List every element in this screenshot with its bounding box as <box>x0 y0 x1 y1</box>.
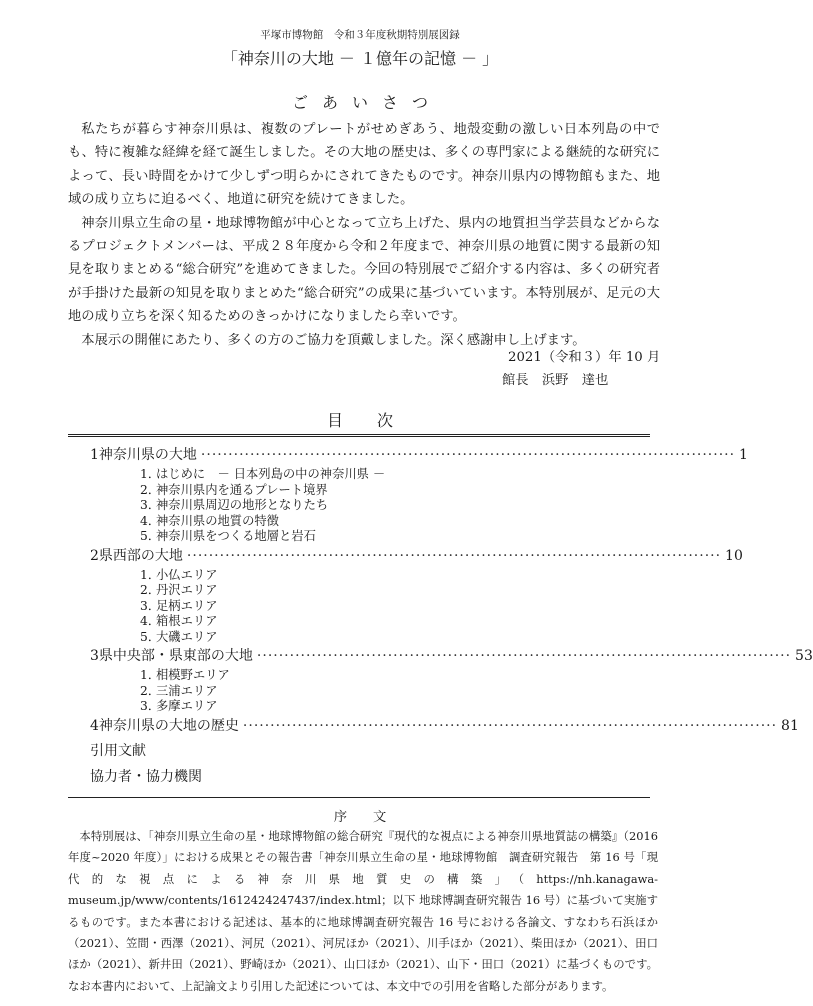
toc-top-rule <box>68 434 650 435</box>
toc-chapter[interactable] <box>90 645 813 668</box>
section-title: 大磯エリア <box>156 629 218 644</box>
greeting-heading: ごあいさつ <box>291 93 442 112</box>
section-number: 3． <box>140 598 161 613</box>
chapter-title: 県中央部・県東部の大地 <box>98 648 253 664</box>
director-signature: 館長 浜野 達也 <box>502 373 609 388</box>
toc-section[interactable] <box>90 514 638 530</box>
toc-section[interactable] <box>90 599 638 615</box>
table-of-contents <box>90 444 813 790</box>
toc-references[interactable]: 引用文献 <box>90 742 146 759</box>
chapter-page: 1 <box>739 447 748 463</box>
section-number: 3． <box>140 498 161 512</box>
chapter-title: 神奈川県の大地の歴史 <box>98 717 239 734</box>
greeting-body <box>68 118 660 352</box>
preface-top-rule <box>68 797 650 798</box>
section-number: 1． <box>140 467 161 481</box>
toc-top-rule-inner <box>68 436 650 437</box>
section-title: はじめに － 日本列島の中の神奈川県 － <box>156 467 386 481</box>
toc-section[interactable] <box>90 668 638 684</box>
exhibition-title: 「神奈川の大地 － １億年の記憶 － 」 <box>221 49 499 68</box>
section-title: 神奈川県をつくる地層と岩石 <box>156 529 316 543</box>
chapter-number: 2 <box>90 547 99 564</box>
chapter-number: 3 <box>90 648 99 664</box>
section-title: 丹沢エリア <box>156 583 218 597</box>
section-number: 1． <box>140 668 161 682</box>
section-number: 5． <box>140 629 161 644</box>
preface-paragraph: 本特別展は、「神奈川県立生命の星・地球博物館の総合研究『現代的な視点による神奈川県地質誌の構築』（2016 年度~2020 年度）」における成果とその報告書「神奈川県立生命の星・地球博物館 調査研究報告 第 16 号「現代的な視点による神奈川県地質史の構築」（https://nh.kanagawa-museum.jp/www/contents/1612424247437/index.html；以下 地球博調査研究報告 16 号）に基づいて実施するものです。また本書における記述は、基本的に地球博調査研究報告 16 号における各論文、すなわち石浜ほか（2021）、笠間・西澤（2021）、河尻（2021）、河尻ほか（2021）、川手ほか（2021）、柴田ほか（2021）、田口ほか（2021）、新井田（2021）、野崎ほか（2021）、山口ほか（2021）、山下・田口（2021）に基づくものです。なお本書内において、上記論文より引用した記述については、本文中での引用を省略した部分があります。 <box>68 829 658 993</box>
toc-chapter[interactable] <box>90 444 748 467</box>
toc-section[interactable] <box>90 498 638 514</box>
greeting-paragraph: 神奈川県立生命の星・地球博物館が中心となって立ち上げた、県内の地質担当学芸員などからなるプロジェクトメンバーは、平成２８年度から令和２年度まで、神奈川県の地質に関する最新の知見を取りまとめる“総合研究”を進めてきました。今回の特別展でご紹介する内容は、多くの研究者が手掛けた最新の知見を取りまとめた“総合研究”の成果に基づいています。本特別展が、足元の大地の成り立ちを深く知るためのきっかけになりましたら幸いです。 <box>68 215 660 325</box>
toc-chapter[interactable] <box>90 545 743 568</box>
section-number: 1． <box>140 567 161 582</box>
toc-section[interactable] <box>90 568 638 584</box>
exhibition-subtitle: 平塚市博物館 令和３年度秋期特別展図録 <box>260 29 460 41</box>
dot-leader: ·································································································· <box>186 547 722 564</box>
dot-leader: ·································································································· <box>242 717 778 734</box>
section-number: 2． <box>140 683 161 698</box>
section-number: 2． <box>140 482 161 497</box>
section-title: 相模野エリア <box>156 668 230 682</box>
section-title: 神奈川県周辺の地形となりたち <box>156 498 329 512</box>
chapter-number: 1 <box>90 447 99 463</box>
section-number: 2． <box>140 583 161 597</box>
toc-collaborators[interactable]: 協力者・協力機関 <box>90 768 202 785</box>
toc-section[interactable] <box>90 699 638 715</box>
chapter-page: 81 <box>781 717 799 734</box>
dot-leader: ·································································································· <box>256 648 792 664</box>
section-number: 4． <box>140 614 161 628</box>
chapter-page: 53 <box>795 648 813 664</box>
section-title: 多摩エリア <box>156 699 218 713</box>
chapter-title: 県西部の大地 <box>98 547 183 564</box>
toc-section[interactable] <box>90 684 638 700</box>
greeting-date: 2021（令和３）年 10 月 <box>508 350 661 365</box>
greeting-paragraph: 私たちが暮らす神奈川県は、複数のプレートがせめぎあう、地殻変動の激しい日本列島の中でも、特に複雑な経緯を経て誕生しました。その大地の歴史は、多くの専門家による継続的な研究によって、長い時間をかけて少しずつ明らかにされてきたものです。神奈川県内の博物館もまた、地域の成り立ちに迫るべく、地道に研究を続けてきました。 <box>68 122 660 208</box>
toc-section[interactable] <box>90 614 638 630</box>
toc-section[interactable] <box>90 467 638 483</box>
toc-section[interactable] <box>90 483 638 499</box>
section-title: 三浦エリア <box>156 683 218 698</box>
preface-body <box>68 826 658 997</box>
toc-heading: 目次 <box>326 411 427 430</box>
toc-section[interactable] <box>90 529 638 545</box>
chapter-number: 4 <box>90 717 99 734</box>
preface-heading: 序文 <box>333 810 413 825</box>
section-number: 3． <box>140 699 161 713</box>
section-title: 足柄エリア <box>156 598 218 613</box>
section-title: 小仏エリア <box>156 567 218 582</box>
section-number: 4． <box>140 513 161 528</box>
dot-leader: ·································································································· <box>200 447 736 463</box>
toc-section[interactable] <box>90 630 638 646</box>
section-title: 神奈川県の地質の特徴 <box>156 513 279 528</box>
section-title: 神奈川県内を通るプレート境界 <box>156 482 328 497</box>
section-title: 箱根エリア <box>156 614 218 628</box>
section-number: 5． <box>140 529 161 543</box>
toc-chapter[interactable] <box>90 715 799 738</box>
greeting-paragraph: 本展示の開催にあたり、多くの方のご協力を頂戴しました。深く感謝申し上げます。 <box>81 332 586 348</box>
toc-section[interactable] <box>90 583 638 599</box>
chapter-page: 10 <box>725 547 743 564</box>
chapter-title: 神奈川県の大地 <box>98 447 197 463</box>
